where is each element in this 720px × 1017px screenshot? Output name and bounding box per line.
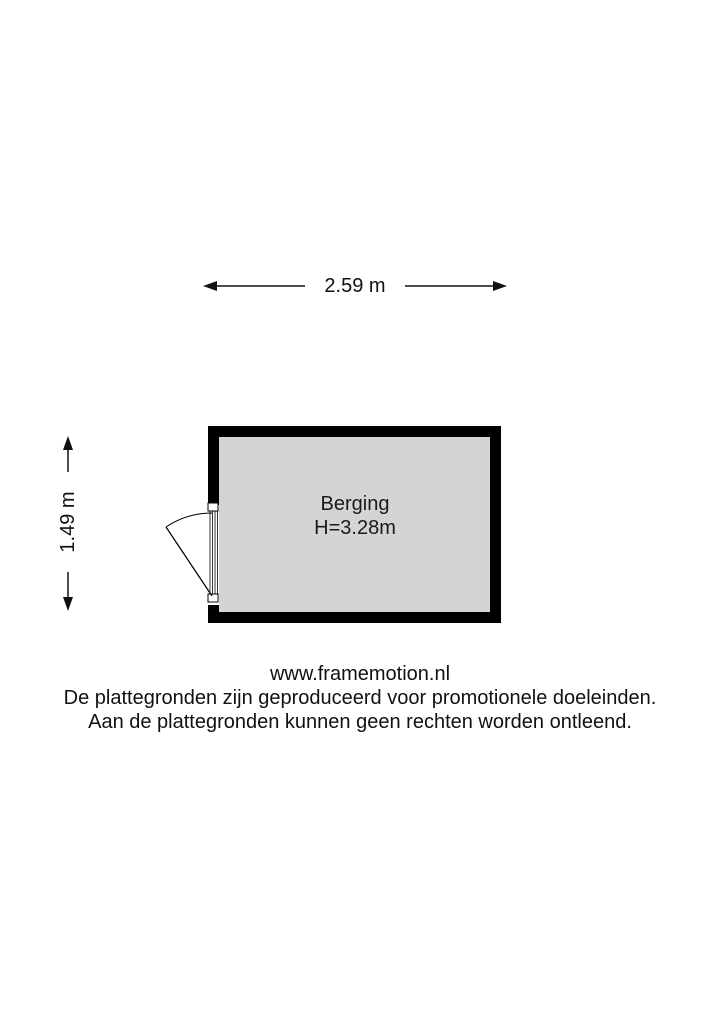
- door-jamb-bottom: [208, 594, 218, 602]
- door: [166, 503, 219, 605]
- arrow-left-icon: [203, 281, 217, 291]
- disclaimer-line-2: Aan de plattegronden kunnen geen rechten worden ontleend.: [88, 711, 632, 733]
- footer: [0, 662, 720, 734]
- arrow-up-icon: [63, 436, 73, 450]
- depth-dimension-label: 1.49 m: [56, 472, 80, 572]
- door-swing-arc: [166, 513, 212, 527]
- disclaimer-line-1: De plattegronden zijn geproduceerd voor promotionele doeleinden.: [63, 687, 657, 709]
- room-height: H=3.28m: [314, 517, 396, 539]
- door-leaf: [166, 527, 212, 596]
- arrow-right-icon: [493, 281, 507, 291]
- arrow-down-icon: [63, 597, 73, 611]
- door-jamb-top: [208, 503, 218, 511]
- website-link[interactable]: www.framemotion.nl: [269, 663, 451, 685]
- width-dimension-label: 2.59 m: [305, 274, 405, 298]
- room-label: [220, 492, 490, 540]
- room-name: Berging: [320, 493, 390, 515]
